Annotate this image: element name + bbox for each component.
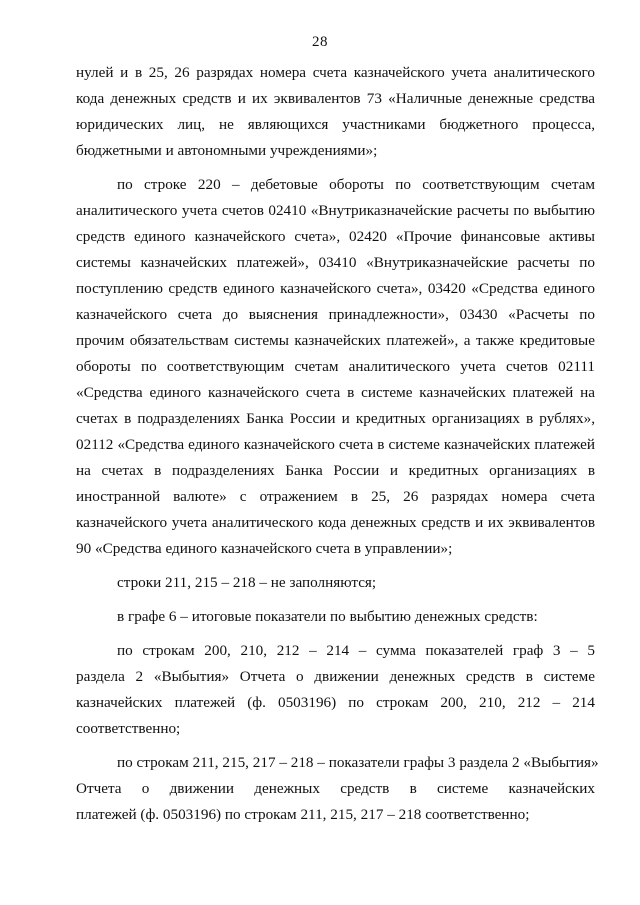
text-line: юридических лиц, не являющихся участниками бюджетного процесса, [76,116,595,133]
paragraph-gap [76,562,595,570]
text-line: обороты по соответствующим счетам аналитического учета счетов 02111 [76,358,595,375]
text-line: прочим обязательствам системы казначейских платежей», а также кредитовые [76,332,595,349]
text-line: 02112 «Средства единого казначейского счета в системе казначейских платежей [76,436,595,453]
text-line: по строкам 211, 215, 217 – 218 – показатели графы 3 раздела 2 «Выбытия» [117,754,599,771]
text-line: системы казначейских платежей», 03410 «Внутриказначейские расчеты по [76,254,595,271]
text-line: бюджетными и автономными учреждениями»; [76,142,378,159]
document-body [76,60,599,828]
page-number: 28 [312,34,328,50]
text-line: нулей и в 25, 26 разрядах номера счета казначейского учета аналитического [76,64,595,81]
paragraph-gap [76,164,595,172]
text-line: на счетах в подразделениях Банка России и кредитных организациях в [76,462,595,479]
text-line: «Средства единого казначейского счета в системе казначейских платежей на [76,384,595,401]
text-line: казначейских платежей (ф. 0503196) по строкам 200, 210, 212 – 214 [76,694,595,711]
text-line: Отчета о движении денежных средств в системе казначейских [76,780,595,797]
text-line: 90 «Средства единого казначейского счета в управлении»; [76,540,453,557]
paragraph-gap [76,742,595,750]
text-line: иностранной валюте» с отражением в 25, 26 разрядах номера счета [76,488,595,505]
text-line: казначейского счета до выяснения принадлежности», 03430 «Расчеты по [76,306,595,323]
text-line: поступлению средств единого казначейского счета», 03420 «Средства единого [76,280,595,297]
text-line: в графе 6 – итоговые показатели по выбытию денежных средств: [117,608,538,625]
text-line: казначейского учета аналитического кода денежных средств и их эквивалентов [76,514,595,531]
paragraph-gap [76,596,595,604]
text-line: по строке 220 – дебетовые обороты по соответствующим счетам [117,176,595,193]
text-line: аналитического учета счетов 02410 «Внутриказначейские расчеты по выбытию [76,202,595,219]
text-line: счетах в подразделениях Банка России и кредитных организациях в рублях», [76,410,595,427]
text-line: по строкам 200, 210, 212 – 214 – сумма показателей граф 3 – 5 [117,642,595,659]
text-line: раздела 2 «Выбытия» Отчета о движении денежных средств в системе [76,668,595,685]
text-line: соответственно; [76,720,181,737]
text-line: строки 211, 215 – 218 – не заполняются; [117,574,377,591]
text-line: средств единого казначейского счета», 02420 «Прочие финансовые активы [76,228,595,245]
text-line: кода денежных средств и их эквивалентов 73 «Наличные денежные средства [76,90,595,107]
text-line: платежей (ф. 0503196) по строкам 211, 215, 217 – 218 соответственно; [76,806,530,823]
paragraph-gap [76,630,595,638]
